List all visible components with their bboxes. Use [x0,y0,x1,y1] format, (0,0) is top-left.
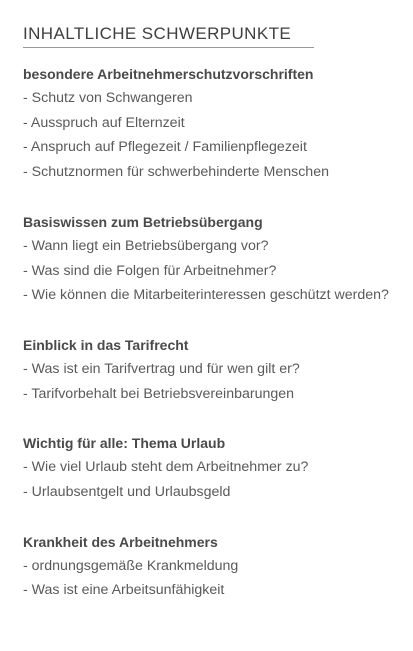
section-list [23,554,393,603]
section-krankheit [23,530,393,603]
section-title: Einblick in das Tarifrecht [23,336,189,353]
list-item: - Wann liegt ein Betriebsübergang vor? [23,237,269,254]
section-urlaub [23,431,393,504]
section-title: Krankheit des Arbeitnehmers [23,533,218,550]
heading-divider [23,47,314,48]
list-item: - Ausspruch auf Elternzeit [23,114,185,131]
list-item: - Was ist eine Arbeitsunfähigkeit [23,582,225,599]
list-item: - Was sind die Folgen für Arbeitnehmer? [23,262,277,279]
section-list [23,234,393,308]
list-item: - Wie können die Mitarbeiterinteressen geschützt werden? [23,287,389,304]
list-item: - Tarifvorbehalt bei Betriebsvereinbarungen [23,385,295,402]
section-list [23,86,393,185]
list-item: - ordnungsgemäße Krankmeldung [23,557,239,574]
section-list [23,455,393,504]
page-heading: INHALTLICHE SCHWERPUNKTE [23,24,292,43]
list-item: - Schutz von Schwangeren [23,90,193,106]
list-item: - Schutznormen für schwerbehinderte Menschen [23,164,329,181]
section-betriebsuebergang [23,210,393,308]
section-tarifrecht [23,333,393,406]
section-list [23,357,393,406]
section-arbeitnehmerschutz [23,62,393,185]
section-title: Basiswissen zum Betriebsübergang [23,213,263,230]
list-item: - Was ist ein Tarifvertrag und für wen gilt er? [23,360,300,377]
content [23,62,393,628]
section-title: Wichtig für alle: Thema Urlaub [23,435,226,452]
list-item: - Anspruch auf Pflegezeit / Familienpflegezeit [23,139,307,156]
list-item: - Urlaubsentgelt und Urlaubsgeld [23,484,231,501]
list-item: - Wie viel Urlaub steht dem Arbeitnehmer zu? [23,459,309,476]
section-title: besondere Arbeitnehmerschutzvorschriften [23,66,314,82]
